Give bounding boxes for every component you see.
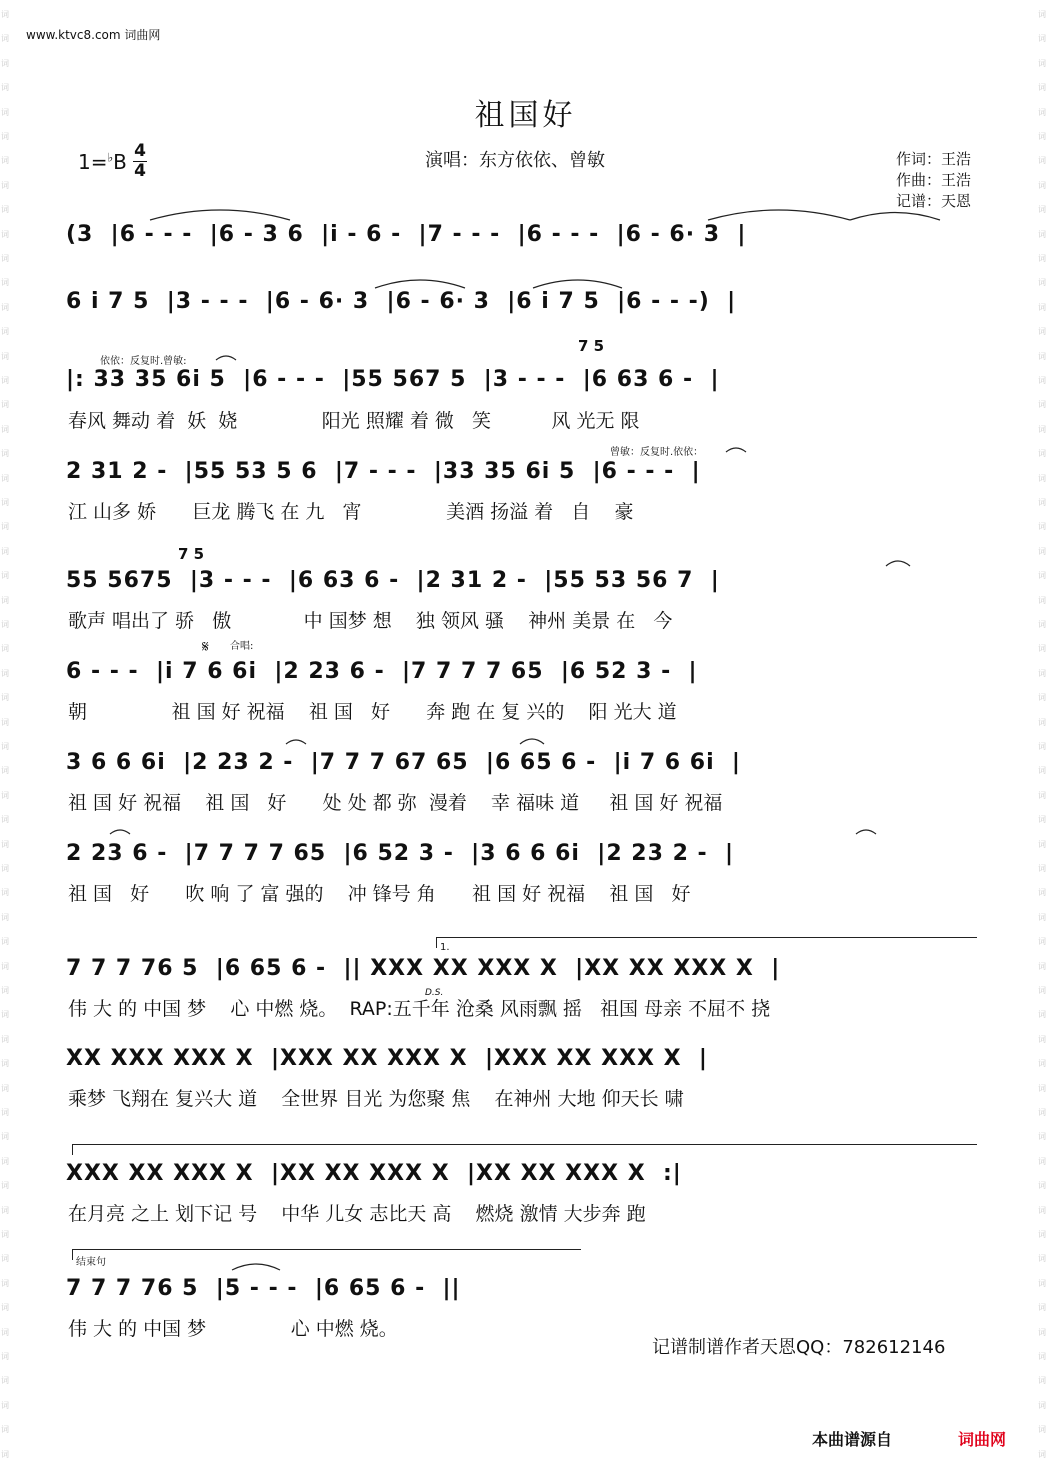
watermark-glyph: 词 [1, 790, 9, 800]
watermark-glyph: 词 [1, 1449, 9, 1459]
watermark-glyph: 词 [1, 1108, 9, 1117]
tie-mark [886, 561, 910, 566]
notation-row-4: 2 31 2 - |55 53 5 6 |7 - - - |33 35 6i 5 |6 - - - | [66, 459, 701, 484]
watermark-glyph: 词 [1038, 254, 1046, 263]
notation-row-11: XXX XX XXX X |XX XX XXX X |XX XX XXX X :| [66, 1161, 682, 1186]
tie-mark [520, 739, 544, 744]
watermark-glyph: 词 [1038, 1327, 1046, 1337]
watermark-glyph: 词 [1038, 522, 1046, 532]
tie-mark [850, 213, 940, 221]
flat-sign: ♭ [107, 150, 114, 165]
watermark-glyph: 词 [1038, 132, 1046, 141]
watermark-glyph: 词 [1038, 229, 1046, 239]
notation-row-1: (3 |6 - - - |6 - 3 6 |i - 6 - |7 - - - |6 - - - |6 - 6· 3 | [66, 222, 747, 247]
vocal-note-1: 依依：反复时.曾敏: [100, 356, 187, 367]
lyrics-row-3: 春风 舞动 着 妖 娆 阳光 照耀 着 微 笑 风 光无 限 [68, 410, 640, 432]
watermark-glyph: 词 [1038, 1181, 1046, 1191]
watermark-glyph: 词 [1038, 766, 1046, 776]
watermark-glyph: 词 [1038, 58, 1046, 68]
time-beats: 4 [134, 141, 146, 161]
vocal-note-2: 曾敏：反复时.依依： [610, 447, 704, 458]
watermark-glyph: 词 [1, 180, 9, 190]
watermark-glyph: 词 [1038, 1449, 1046, 1459]
watermark-glyph: 词 [1, 1278, 9, 1288]
watermark-glyph: 词 [1, 742, 9, 751]
watermark-glyph: 词 [1038, 10, 1046, 19]
watermark-glyph: 词 [1, 766, 9, 776]
watermark-glyph: 词 [1038, 1303, 1046, 1313]
notation-row-2: 6 i 7 5 |3 - - - |6 - 6· 3 |6 - 6· 3 |6 i 7 5 |6 - - -) | [66, 289, 737, 314]
lyrics-row-11: 在月亮 之上 划下记 号 中华 儿女 志比天 高 燃烧 激情 大步奔 跑 [68, 1203, 646, 1225]
tie-mark [110, 830, 130, 834]
volta-number: 1. [440, 942, 450, 953]
watermark-glyph: 词 [1, 1059, 9, 1069]
notation-row-9: 7 7 7 76 5 |6 65 6 - || XXX XX XXX X |XX XX XXX X | [66, 956, 781, 981]
watermark-glyph: 词 [1038, 790, 1046, 800]
watermark-glyph: 词 [1, 34, 9, 44]
watermark-glyph: 词 [1038, 351, 1046, 361]
watermark-glyph: 词 [1038, 473, 1046, 483]
watermark-glyph: 词 [1, 156, 9, 166]
watermark-glyph: 词 [1038, 424, 1046, 434]
watermark-glyph: 词 [1038, 302, 1046, 312]
notation-row-5: 55 5675 |3 - - - |6 63 6 - |2 31 2 - |55 53 56 7 | [66, 568, 720, 593]
lyrics-row-9: 伟 大 的 中国 梦 心 中燃 烧。 RAP:五千年 沧桑 风雨飘 摇 祖国 母亲 不屈不 挠 [68, 998, 771, 1020]
watermark-glyph: 词 [1, 107, 9, 117]
watermark-glyph: 词 [1, 937, 9, 947]
watermark-glyph: 词 [1, 1010, 9, 1020]
lyrics-row-12: 伟 大 的 中国 梦 心 中燃 烧。 [68, 1318, 398, 1340]
watermark-glyph: 词 [1, 376, 9, 385]
watermark-glyph: 词 [1038, 449, 1046, 459]
source-label: 本曲谱源自 [812, 1430, 893, 1449]
watermark-glyph: 词 [1, 693, 9, 703]
song-title: 祖国好 [474, 98, 577, 133]
watermark-glyph: 词 [1, 644, 9, 654]
watermark-glyph: 词 [1, 620, 9, 629]
tie-mark [708, 210, 850, 220]
watermark-glyph: 词 [1, 58, 9, 68]
notation-row-3: |: 33 35 6i 5 |6 - - - |55 567 5 |3 - - - |6 63 6 - | [66, 367, 720, 392]
watermark-glyph: 词 [1, 424, 9, 434]
watermark-glyph: 词 [1, 254, 9, 263]
watermark-glyph: 词 [1, 302, 9, 312]
watermark-glyph: 词 [1038, 180, 1046, 190]
notation-row-12: 7 7 7 76 5 |5 - - - |6 65 6 - || [66, 1276, 461, 1301]
watermark-glyph: 词 [1, 1352, 9, 1361]
watermark-glyph: 词 [1038, 864, 1046, 873]
watermark-glyph: 词 [1038, 839, 1046, 849]
watermark-glyph: 词 [1038, 34, 1046, 44]
watermark-glyph: 词 [1038, 1083, 1046, 1093]
watermark-glyph: 词 [1038, 1132, 1046, 1142]
watermark-glyph: 词 [1, 400, 9, 410]
watermark-glyph: 词 [1038, 986, 1046, 995]
site-url[interactable]: www.ktvc8.com 词曲网 [26, 28, 161, 42]
watermark-glyph: 词 [1, 986, 9, 995]
watermark-glyph: 词 [1038, 546, 1046, 556]
watermark-glyph: 词 [1, 839, 9, 849]
time-unit: 4 [134, 161, 146, 181]
watermark-glyph: 词 [1038, 644, 1046, 654]
watermark-glyph: 词 [1, 473, 9, 483]
watermark-glyph: 词 [1038, 156, 1046, 166]
watermark-glyph: 词 [1038, 1034, 1046, 1044]
grace-notes-1: 7 5 [578, 337, 605, 355]
watermark-glyph: 词 [1, 1230, 9, 1239]
watermark-glyph: 词 [1038, 937, 1046, 947]
key-prefix: 1= [78, 150, 108, 174]
notation-row-6: 6 - - - |i 7 6 6i |2 23 6 - |7 7 7 7 65 |6 52 3 - | [66, 659, 698, 684]
lyrics-row-4: 江 山多 娇 巨龙 腾飞 在 九 宵 美酒 扬溢 着 自 豪 [68, 501, 634, 523]
watermark-glyph: 词 [1, 1083, 9, 1093]
tie-mark [726, 448, 746, 452]
watermark-glyph: 词 [1, 717, 9, 727]
watermark-glyph: 词 [1, 571, 9, 581]
watermark-glyph: 词 [1, 1327, 9, 1337]
watermark-glyph: 词 [1038, 1376, 1046, 1386]
watermark-glyph: 词 [1, 449, 9, 459]
tie-mark [533, 280, 622, 288]
lyrics-row-8: 祖 国 好 吹 响 了 富 强的 冲 锋号 角 祖 国 好 祝福 祖 国 好 [68, 883, 691, 905]
watermark-glyph: 词 [1038, 668, 1046, 678]
ds-sign: D.S. [425, 988, 444, 998]
chorus-note: 合唱: [230, 641, 254, 652]
watermark-glyph: 词 [1038, 912, 1046, 922]
watermark-glyph: 词 [1038, 1230, 1046, 1239]
watermark-glyph: 词 [1, 205, 9, 215]
watermark-glyph: 词 [1038, 205, 1046, 215]
watermark-glyph: 词 [1, 1132, 9, 1142]
watermark-glyph: 词 [1, 498, 9, 507]
watermark-glyph: 词 [1, 1400, 9, 1410]
watermark-glyph: 词 [1, 815, 9, 825]
watermark-glyph: 词 [1, 1376, 9, 1386]
watermark-glyph: 词 [1, 83, 9, 93]
watermark-glyph: 词 [1, 1254, 9, 1264]
watermark-glyph: 词 [1, 546, 9, 556]
watermark-glyph: 词 [1038, 693, 1046, 703]
ending-label: 结束句 [76, 1257, 106, 1268]
lyrics-row-7: 祖 国 好 祝福 祖 国 好 处 处 都 弥 漫着 幸 福味 道 祖 国 好 祝福 [68, 792, 723, 814]
watermark-glyph: 词 [1038, 1108, 1046, 1117]
watermark-glyph: 词 [1038, 400, 1046, 410]
tie-mark [375, 280, 465, 288]
watermark-glyph: 词 [1, 10, 9, 19]
notation-row-10: XX XXX XXX X |XXX XX XXX X |XXX XX XXX X | [66, 1046, 708, 1071]
watermark-glyph: 词 [1, 229, 9, 239]
watermark-glyph: 词 [1038, 961, 1046, 971]
watermark-glyph: 词 [1, 327, 9, 337]
segno-sign: 𝄋 [202, 637, 209, 656]
key-note: B [113, 150, 127, 174]
watermark-glyph: 词 [1, 1303, 9, 1313]
watermark-glyph: 词 [1038, 498, 1046, 507]
watermark-glyph: 词 [1, 1181, 9, 1191]
watermark-glyph: 词 [1, 864, 9, 873]
watermark-glyph: 词 [1038, 742, 1046, 751]
watermark-glyph: 词 [1038, 1400, 1046, 1410]
watermark-glyph: 词 [1, 595, 9, 605]
tie-mark [286, 740, 306, 744]
watermark-glyph: 词 [1038, 620, 1046, 629]
watermark-glyph: 词 [1, 1156, 9, 1166]
watermark-glyph: 词 [1038, 376, 1046, 385]
watermark-glyph: 词 [1038, 1156, 1046, 1166]
watermark-glyph: 词 [1, 522, 9, 532]
tie-mark [150, 210, 290, 220]
transcriber-contact: 记谱制谱作者天恩QQ：782612146 [652, 1337, 946, 1358]
watermark-glyph: 词 [1038, 888, 1046, 898]
watermark-glyph: 词 [1, 912, 9, 922]
watermark-glyph: 词 [1038, 571, 1046, 581]
watermark-glyph: 词 [1038, 1352, 1046, 1361]
watermark-glyph: 词 [1, 351, 9, 361]
lyricist-credit: 作词：王浩 [896, 150, 972, 168]
watermark-glyph: 词 [1, 668, 9, 678]
transcriber-credit: 记谱：天恩 [896, 192, 972, 210]
notation-row-8: 2 23 6 - |7 7 7 7 65 |6 52 3 - |3 6 6 6i |2 23 2 - | [66, 841, 735, 866]
watermark-glyph: 词 [1038, 1059, 1046, 1069]
watermark-glyph: 词 [1038, 717, 1046, 727]
tie-mark [216, 356, 236, 360]
watermark-glyph: 词 [1038, 107, 1046, 117]
watermark-glyph: 词 [1038, 595, 1046, 605]
tie-mark [856, 830, 876, 834]
watermark-glyph: 词 [1, 1034, 9, 1044]
watermark-glyph: 词 [1, 888, 9, 898]
lyrics-row-6: 朝 祖 国 好 祝福 祖 国 好 奔 跑 在 复 兴的 阳 光大 道 [68, 701, 677, 723]
watermark-glyph: 词 [1038, 1010, 1046, 1020]
lyrics-row-10: 乘梦 飞翔在 复兴大 道 全世界 目光 为您聚 焦 在神州 大地 仰天长 啸 [68, 1088, 684, 1110]
source-link[interactable]: 词曲网 [958, 1430, 1007, 1449]
tie-mark [232, 1264, 280, 1270]
watermark-glyph: 词 [1038, 1278, 1046, 1288]
watermark-glyph: 词 [1038, 1254, 1046, 1264]
watermark-glyph: 词 [1038, 1205, 1046, 1215]
watermark-glyph: 词 [1, 1205, 9, 1215]
watermark-glyph: 词 [1038, 83, 1046, 93]
composer-credit: 作曲：王浩 [896, 171, 972, 189]
watermark-glyph: 词 [1038, 327, 1046, 337]
notation-row-7: 3 6 6 6i |2 23 2 - |7 7 7 67 65 |6 65 6 - |i 7 6 6i | [66, 750, 741, 775]
watermark-glyph: 词 [1038, 815, 1046, 825]
watermark-glyph: 词 [1, 1425, 9, 1435]
watermark-glyph: 词 [1, 961, 9, 971]
watermark-glyph: 词 [1038, 278, 1046, 288]
singer-credit: 演唱：东方依依、曾敏 [425, 150, 605, 171]
watermark-glyph: 词 [1038, 1425, 1046, 1435]
watermark-glyph: 词 [1, 278, 9, 288]
watermark-glyph: 词 [1, 132, 9, 141]
lyrics-row-5: 歌声 唱出了 骄 傲 中 国梦 想 独 领风 骚 神州 美景 在 今 [68, 610, 673, 632]
grace-notes-2: 7 5 [178, 545, 205, 563]
